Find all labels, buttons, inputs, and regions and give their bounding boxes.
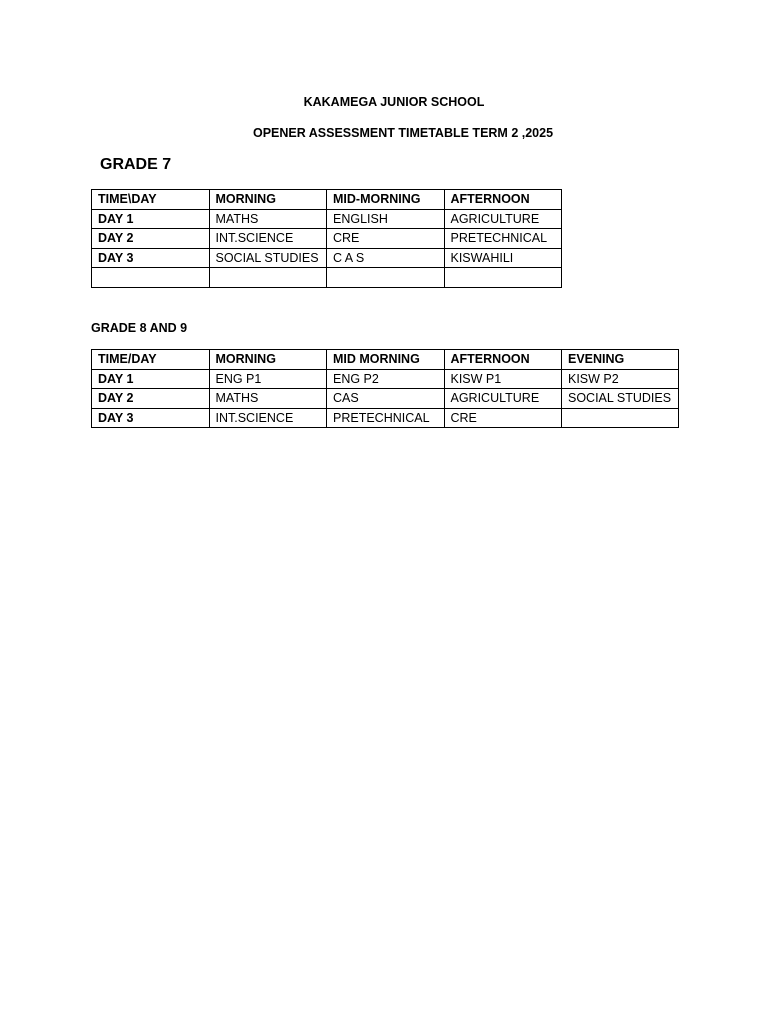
table-cell: SOCIAL STUDIES xyxy=(562,389,679,409)
day-cell: DAY 3 xyxy=(92,408,210,428)
grade7-timetable xyxy=(91,189,562,288)
document-title: OPENER ASSESSMENT TIMETABLE TERM 2 ,2025 xyxy=(252,126,554,140)
table-header-row xyxy=(92,190,562,210)
table-cell: ENG P2 xyxy=(327,369,445,389)
table-cell: KISWAHILI xyxy=(444,248,562,268)
table-header-row xyxy=(92,350,679,370)
day-cell: DAY 3 xyxy=(92,248,210,268)
day-cell: DAY 1 xyxy=(92,369,210,389)
column-header: MID MORNING xyxy=(327,350,445,370)
table-cell: KISW P1 xyxy=(444,369,562,389)
table-cell: KISW P2 xyxy=(562,369,679,389)
table-row xyxy=(92,248,562,268)
table-cell xyxy=(562,408,679,428)
table-cell: CRE xyxy=(327,229,445,249)
table-row xyxy=(92,389,679,409)
table-row xyxy=(92,209,562,229)
day-cell: DAY 2 xyxy=(92,229,210,249)
day-cell: DAY 1 xyxy=(92,209,210,229)
table-cell xyxy=(327,268,445,288)
column-header: EVENING xyxy=(562,350,679,370)
table-cell: PRETECHNICAL xyxy=(327,408,445,428)
grade7-heading: GRADE 7 xyxy=(100,156,172,173)
table-cell xyxy=(444,268,562,288)
column-header: MORNING xyxy=(209,190,327,210)
table-cell: C A S xyxy=(327,248,445,268)
column-header: TIME/DAY xyxy=(92,350,210,370)
column-header: MORNING xyxy=(209,350,327,370)
table-cell: SOCIAL STUDIES xyxy=(209,248,327,268)
table-row xyxy=(92,369,679,389)
table-row-empty xyxy=(92,268,562,288)
school-name: KAKAMEGA JUNIOR SCHOOL xyxy=(303,95,485,109)
grade89-timetable xyxy=(91,349,679,428)
table-cell: INT.SCIENCE xyxy=(209,408,327,428)
column-header: AFTERNOON xyxy=(444,350,562,370)
day-cell: DAY 2 xyxy=(92,389,210,409)
grade89-heading: GRADE 8 AND 9 xyxy=(91,321,188,335)
table-cell: CRE xyxy=(444,408,562,428)
column-header: AFTERNOON xyxy=(444,190,562,210)
column-header: MID-MORNING xyxy=(327,190,445,210)
table-row xyxy=(92,408,679,428)
table-cell: PRETECHNICAL xyxy=(444,229,562,249)
table-row xyxy=(92,229,562,249)
table-cell: MATHS xyxy=(209,389,327,409)
table-cell: INT.SCIENCE xyxy=(209,229,327,249)
table-cell: AGRICULTURE xyxy=(444,209,562,229)
column-header: TIME\DAY xyxy=(92,190,210,210)
table-cell: ENG P1 xyxy=(209,369,327,389)
table-cell: MATHS xyxy=(209,209,327,229)
table-cell: AGRICULTURE xyxy=(444,389,562,409)
table-cell xyxy=(209,268,327,288)
day-cell xyxy=(92,268,210,288)
table-cell: ENGLISH xyxy=(327,209,445,229)
table-cell: CAS xyxy=(327,389,445,409)
